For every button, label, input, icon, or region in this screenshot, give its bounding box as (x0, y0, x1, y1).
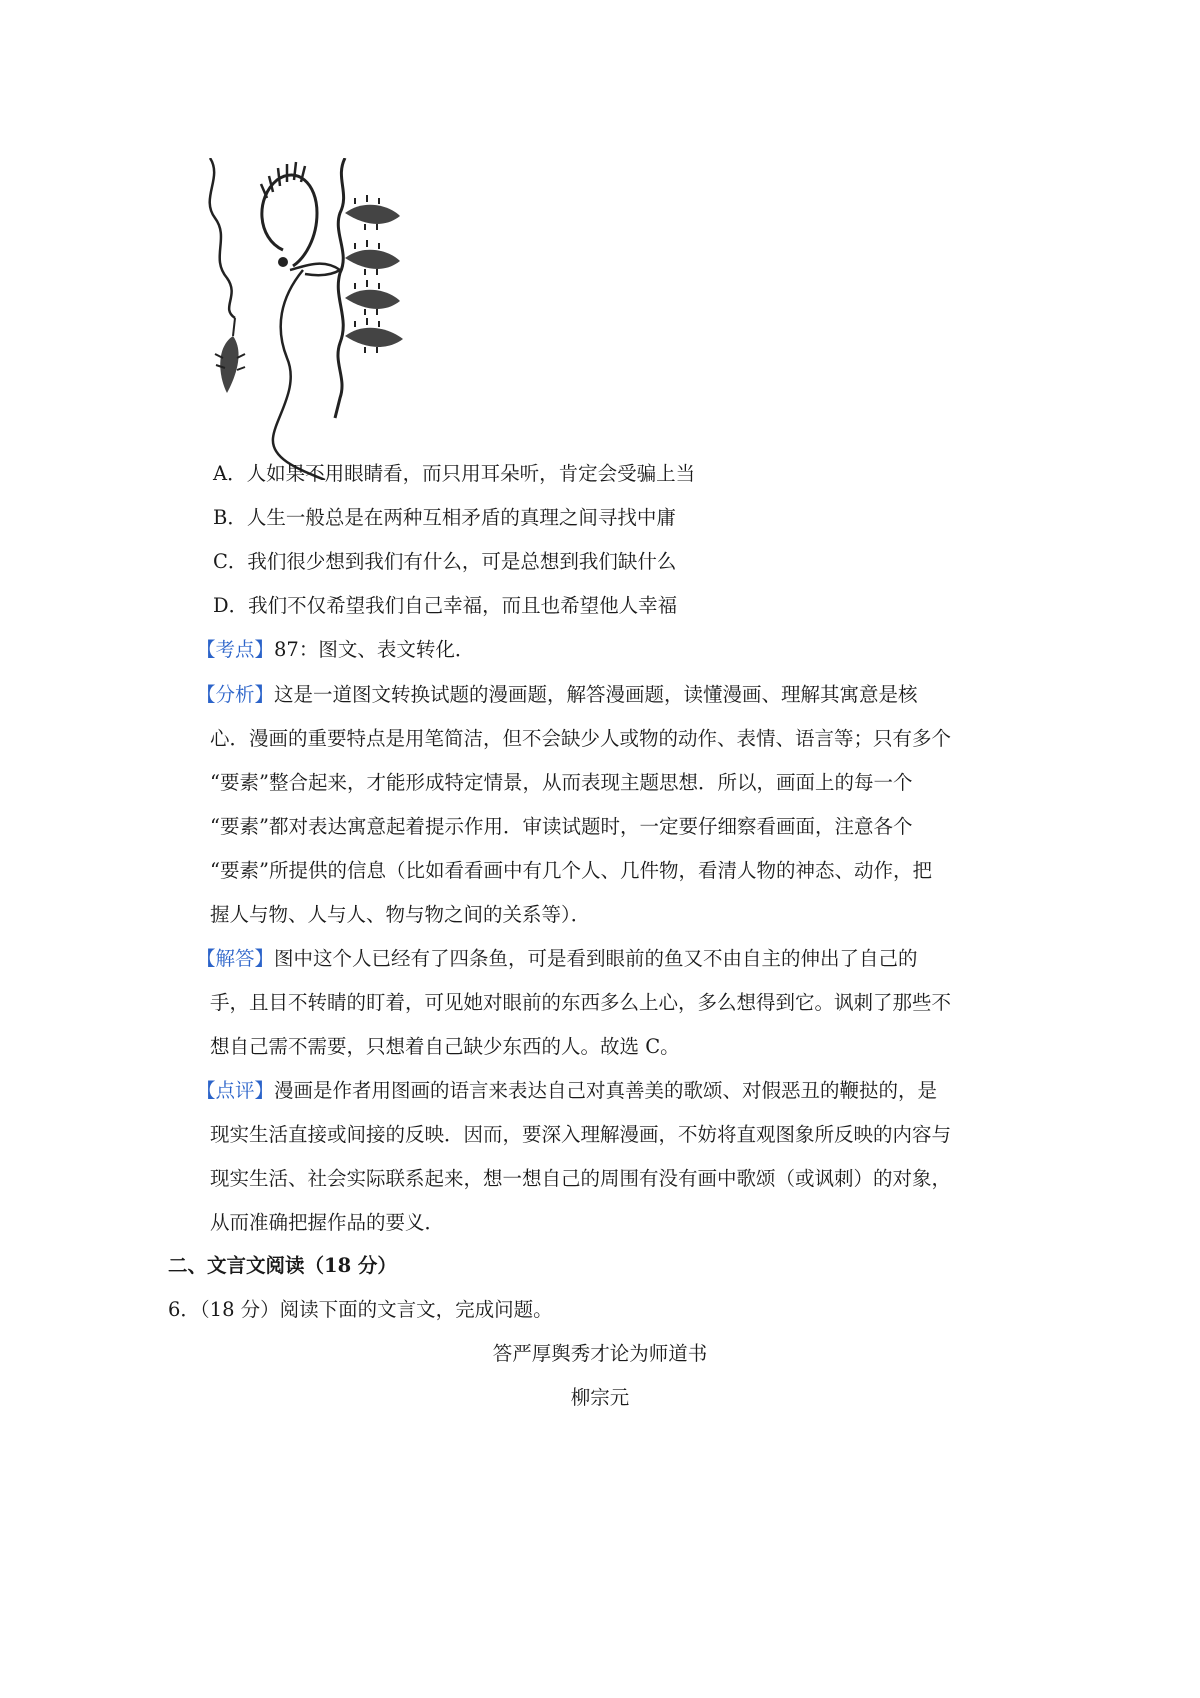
fish-icon (345, 280, 400, 315)
fenxi-tag: 【分析】 (196, 683, 275, 706)
option-b: B．人生一般总是在两种互相矛盾的真理之间寻找中庸 (213, 506, 676, 529)
fish-icon (345, 240, 400, 275)
comic-illustration (205, 158, 465, 480)
kaodian-tag: 【考点】 (196, 638, 275, 661)
fish-icon (345, 195, 400, 230)
fish-icon (215, 318, 245, 393)
option-d: D．我们不仅希望我们自己幸福，而且也希望他人幸福 (213, 594, 678, 617)
fish-icon (345, 318, 403, 353)
dianping-tag: 【点评】 (196, 1079, 275, 1102)
option-a: A．人如果不用眼睛看，而只用耳朵听，肯定会受骗上当 (213, 462, 696, 485)
question-6: 6．（18 分）阅读下面的文言文，完成问题。 (168, 1298, 553, 1321)
section-heading: 二、文言文阅读（18 分） (168, 1254, 397, 1277)
passage-author: 柳宗元 (570, 1386, 630, 1409)
document-page: A．人如果不用眼睛看，而只用耳朵听，肯定会受骗上当 B．人生一般总是在两种互相矛盾的真理之间寻找中庸 C．我们很少想到我们有什么，可是总想到我们缺什么 D．我们不仅希望我们自己幸福，而且也希望他人幸福 【考点】87：图文、表文转化． 【分析】这是一道图文转换试题的漫画题，解答漫画题，读懂漫画、理解其寓意是核 心．漫画的重要特点是用笔简洁，但不会缺少人或物的动作、表情、语言等；只有多个 “要素”整合起来，才能形成特定情景，从而表现主题思想．所以，画面上的每一个 “要素”都对表达寓意起着提示作用．审读试题时，一定要仔细察看画面，注意各个 “要素”所提供的信息（比如看看画中有几个人、几件物，看清人物的神态、动作，把 握人与物、人与人、物与物之间的关系等）． 【解答】图中这个人已经有了四条鱼，可是看到眼前的鱼又不由自主的伸出了自己的 手，且目不转睛的盯着，可见她对眼前的东西多么上心，多么想得到它。讽刺了那些不 想自己需不需要，只想着自己缺少东西的人。故选 C。 【点评】漫画是作者用图画的语言来表达自己对真善美的歌颂、对假恶丑的鞭挞的，是 现实生活直接或间接的反映．因而，要深入理解漫画，不妨将直观图象所反映的内容与 现实生活、社会实际联系起来，想一想自己的周围有没有画中歌颂（或讽刺）的对象， 从而准确把握作品的要义． 二、文言文阅读（18 分） 6．（18 分）阅读下面的文言文，完成问题。 答严厚舆秀才论为师道书 柳宗元 (0, 0, 1200, 1698)
option-c: C．我们很少想到我们有什么，可是总想到我们缺什么 (213, 550, 677, 573)
jieda-tag: 【解答】 (196, 947, 275, 970)
passage-title: 答严厚舆秀才论为师道书 (492, 1342, 708, 1365)
kaodian: 【考点】87：图文、表文转化． (196, 638, 475, 661)
